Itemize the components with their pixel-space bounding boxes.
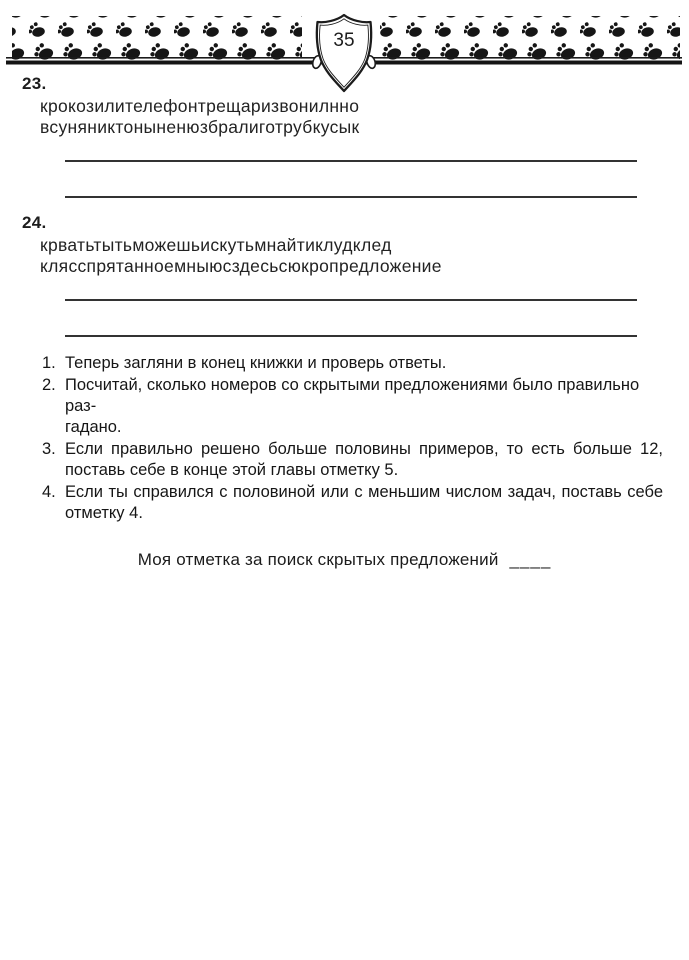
page-header bbox=[0, 0, 689, 66]
instruction-item bbox=[42, 375, 663, 438]
instruction-text-line: гадано. bbox=[65, 418, 122, 436]
instruction-item bbox=[42, 353, 663, 374]
instruction-number: 4. bbox=[42, 483, 56, 501]
mark-line bbox=[0, 550, 689, 570]
instruction-number: 1. bbox=[42, 354, 56, 372]
mark-line-blank: ____ bbox=[509, 550, 552, 569]
instruction-text bbox=[65, 353, 663, 374]
instruction-text bbox=[65, 439, 663, 481]
instruction-item bbox=[42, 482, 663, 524]
header-decoration bbox=[0, 0, 689, 100]
instruction-text-line: Если правильно решено больше половины примеров, то есть больше 12, bbox=[65, 440, 663, 458]
instruction-text-line: Если ты справился с половиной или с меньшим числом задач, поставь себе bbox=[65, 483, 663, 501]
puzzle-line: всуняниктоныненюзбралиготрубкусык bbox=[40, 117, 360, 137]
instruction-text-line: отметку 4. bbox=[65, 504, 143, 522]
exercise-number: 23. bbox=[22, 74, 47, 93]
instruction-text bbox=[65, 375, 663, 438]
page-number-badge bbox=[311, 15, 377, 91]
puzzle-line: крватьтытьможешьискутьмнайтиклудклед bbox=[40, 235, 392, 255]
exercise-24 bbox=[0, 215, 689, 337]
instruction-item bbox=[42, 439, 663, 481]
instructions-list bbox=[42, 353, 663, 524]
instruction-number: 2. bbox=[42, 376, 56, 394]
answer-line bbox=[65, 196, 637, 198]
instruction-text-line: Теперь загляни в конец книжки и проверь ответы. bbox=[65, 354, 447, 372]
instruction-text-line: поставь себе в конце этой главы отметку 5. bbox=[65, 461, 399, 479]
mark-line-text: Моя отметка за поиск скрытых предложений bbox=[137, 550, 499, 569]
puzzle-text bbox=[40, 235, 689, 277]
paw-prints-left bbox=[12, 16, 302, 60]
paw-prints-right bbox=[380, 16, 680, 60]
shield-icon bbox=[311, 15, 377, 91]
puzzle-line: клясспрятанноемныюсздесьсюкропредложение bbox=[40, 256, 442, 276]
instruction-text bbox=[65, 482, 663, 524]
puzzle-text bbox=[40, 96, 689, 138]
answer-line bbox=[65, 335, 637, 337]
instruction-number: 3. bbox=[42, 440, 56, 458]
puzzle-line: крокозилителефонтрещаризвонилнно bbox=[40, 96, 360, 116]
exercise-number: 24. bbox=[22, 213, 47, 232]
instruction-text-line: Посчитай, сколько номеров со скрытыми предложениями было правильно раз- bbox=[65, 376, 640, 415]
page-number: 35 bbox=[333, 30, 355, 51]
answer-line bbox=[65, 160, 637, 162]
answer-line bbox=[65, 299, 637, 301]
